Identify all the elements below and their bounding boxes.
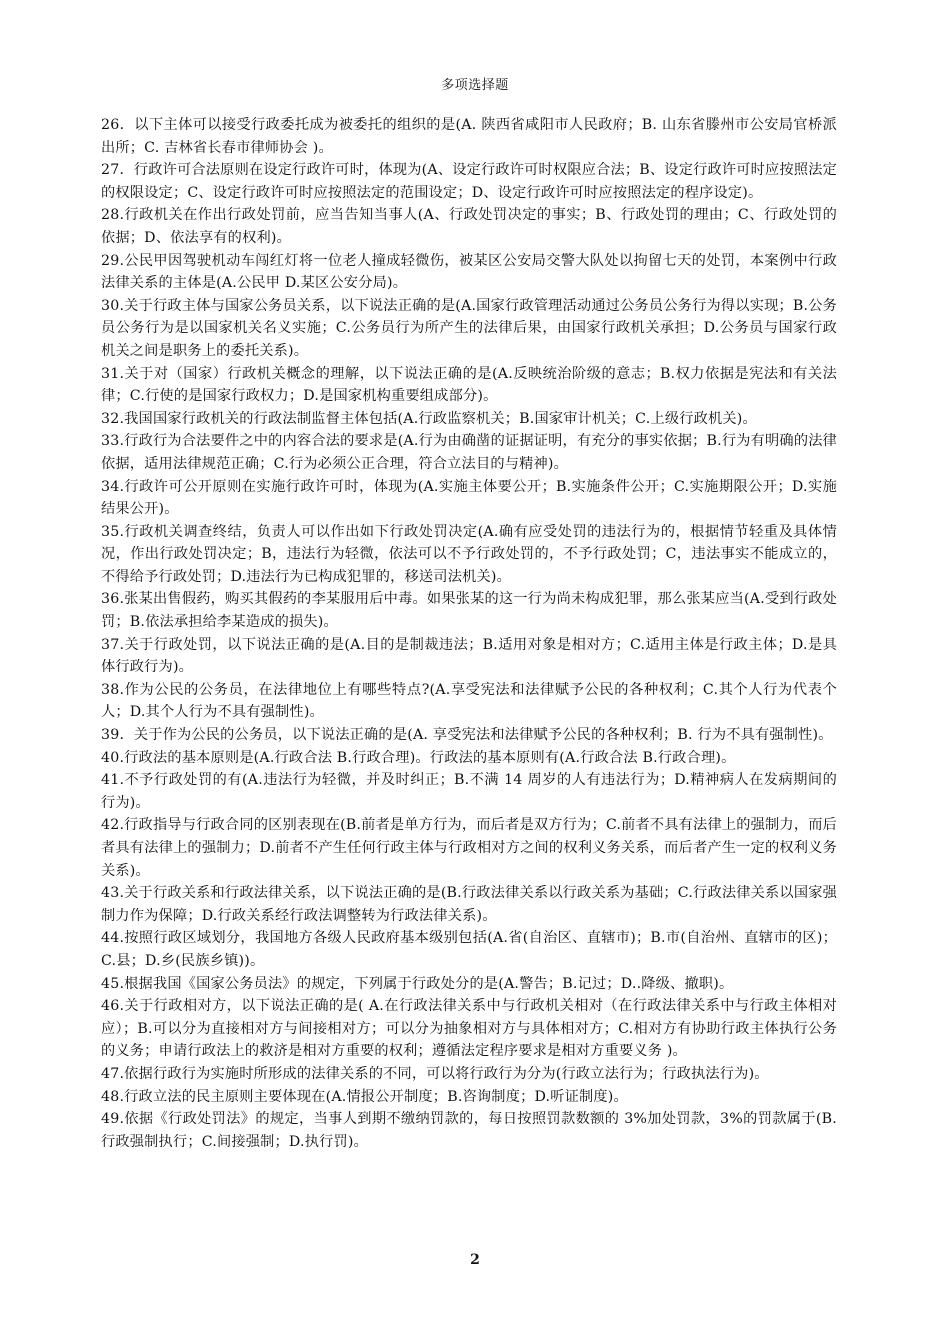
question-item: 39．关于作为公民的公务员，以下说法正确的是(A. 享受宪法和法律赋予公民的各种权利；B. 行为不具有强制性)。 — [101, 727, 833, 744]
question-item: 26．以下主体可以接受行政委托成为被委托的组织的是(A. 陕西省咸阳市人民政府；B. 山东省滕州市公安局官桥派出所；C. 吉林省长春市律师协会 )。 — [101, 117, 837, 156]
page-header: 多项选择题 — [441, 78, 509, 93]
question-list — [101, 114, 837, 1153]
question-item: 38.作为公民的公务员，在法律地位上有哪些特点?(A.享受宪法和法律赋予公民的各种权利；C.其个人行为代表个人；D.其个人行为不具有强制性)。 — [101, 681, 837, 721]
question-item: 29.公民甲因驾驶机动车闯红灯将一位老人撞成轻微伤，被某区公安局交警大队处以拘留七天的处罚，本案例中行政法律关系的主体是(A.公民甲 D.某区公安分局)。 — [101, 252, 837, 292]
page-number: 2 — [470, 1252, 480, 1268]
question-item: 31.关于对（国家）行政机关概念的理解，以下说法正确的是(A.反映统治阶级的意志；B.权力依据是宪法和有关法律；C.行使的是国家行政权力；D.是国家机构重要组成部分)。 — [101, 365, 837, 405]
question-item: 27．行政许可合法原则在设定行政许可时，体现为(A、设定行政许可时权限应合法；B、设定行政许可时应按照法定的权限设定；C、设定行政许可时应按照法定的范围设定；D、设定行政许可时应按照法定的程序设定)。 — [101, 162, 837, 201]
question-item: 43.关于行政关系和行政法律关系，以下说法正确的是(B.行政法律关系以行政关系为基础；C.行政法律关系以国家强制力作为保障；D.行政关系经行政法调整转为行政法律关系)。 — [101, 885, 837, 924]
question-item: 46.关于行政相对方，以下说法正确的是( A.在行政法律关系中与行政机关相对（在行政法律关系中与行政主体相对应）；B.可以分为直接相对方与间接相对方；可以分为抽象相对方与具体相对方；C.相对方有协助行政主体执行公务的义务；申请行政法上的救济是相对方重要的权利；遵循法定程序要求是相对方重要义务 )。 — [101, 998, 837, 1060]
question-item: 48.行政立法的民主原则主要体现在(A.情报公开制度；B.咨询制度；D.听证制度)。 — [101, 1088, 628, 1105]
question-item: 36.张某出售假药，购买其假药的李某服用后中毒。如果张某的这一行为尚未构成犯罪，那么张某应当(A.受到行政处罚；B.依法承担给李某造成的损失)。 — [101, 591, 837, 631]
question-item: 47.依据行政行为实施时所形成的法律关系的不同，可以将行政行为分为(行政立法行为；行政执法行为)。 — [101, 1065, 769, 1082]
question-item: 37.关于行政处罚，以下说法正确的是(A.目的是制裁违法；B.适用对象是相对方；C.适用主体是行政主体；D.是具体行政行为)。 — [101, 636, 837, 676]
question-item: 41.不予行政处罚的有(A.违法行为轻微，并及时纠正；B.不满 14 周岁的人有违法行为；D.精神病人在发病期间的行为)。 — [101, 772, 837, 811]
question-item: 35.行政机关调查终结，负责人可以作出如下行政处罚决定(A.确有应受处罚的违法行为的，根据情节轻重及具体情况，作出行政处罚决定；B，违法行为轻微，依法可以不予行政处罚的，不予行政处罚；C，违法事实不能成立的，不得给予行政处罚；D.违法行为已构成犯罪的，移送司法机关)。 — [101, 523, 837, 585]
question-item: 40.行政法的基本原则是(A.行政合法 B.行政合理)。行政法的基本原则有(A.行政合法 B.行政合理)。 — [101, 749, 736, 766]
question-item: 49.依据《行政处罚法》的规定，当事人到期不缴纳罚款的，每日按照罚款数额的 3%加处罚款，3%的罚款属于(B.行政强制执行；C.间接强制；D.执行罚)。 — [101, 1111, 837, 1150]
question-item: 32.我国国家行政机关的行政法制监督主体包括(A.行政监察机关；B.国家审计机关；C.上级行政机关)。 — [101, 410, 757, 427]
question-item: 30.关于行政主体与国家公务员关系，以下说法正确的是(A.国家行政管理活动通过公务员公务行为得以实现；B.公务员公务行为是以国家机关名义实施；C.公务员行为所产生的法律后果，由国家行政机关承担；D.公务员与国家行政机关之间是职务上的委托关系)。 — [101, 297, 837, 359]
question-item: 34.行政许可公开原则在实施行政许可时，体现为(A.实施主体要公开；B.实施条件公开；C.实施期限公开；D.实施结果公开)。 — [101, 478, 837, 518]
question-item: 42.行政指导与行政合同的区别表现在(B.前者是单方行为，而后者是双方行为；C.前者不具有法律上的强制力，而后者具有法律上的强制力；D.前者不产生任何行政主体与行政相对方之间的权利义务关系，而后者产生一定的权利义务关系)。 — [101, 817, 837, 879]
question-item: 28.行政机关在作出行政处罚前，应当告知当事人(A、行政处罚决定的事实；B、行政处罚的理由；C、行政处罚的依据；D、依法享有的权利)。 — [101, 207, 837, 246]
question-item: 44.按照行政区域划分，我国地方各级人民政府基本级别包括(A.省(自治区、直辖市)；B.市(自治州、直辖市的区)；C.县；D.乡(民族乡镇))。 — [101, 930, 837, 969]
question-item: 33.行政行为合法要件之中的内容合法的要求是(A.行为由确凿的证据证明，有充分的事实依据；B.行为有明确的法律依据，适用法律规范正确；C.行为必须公正合理，符合立法目的与精神)。 — [101, 433, 837, 472]
question-item: 45.根据我国《国家公务员法》的规定，下列属于行政处分的是(A.警告；B.记过；D..降级、撤职)。 — [101, 975, 734, 992]
